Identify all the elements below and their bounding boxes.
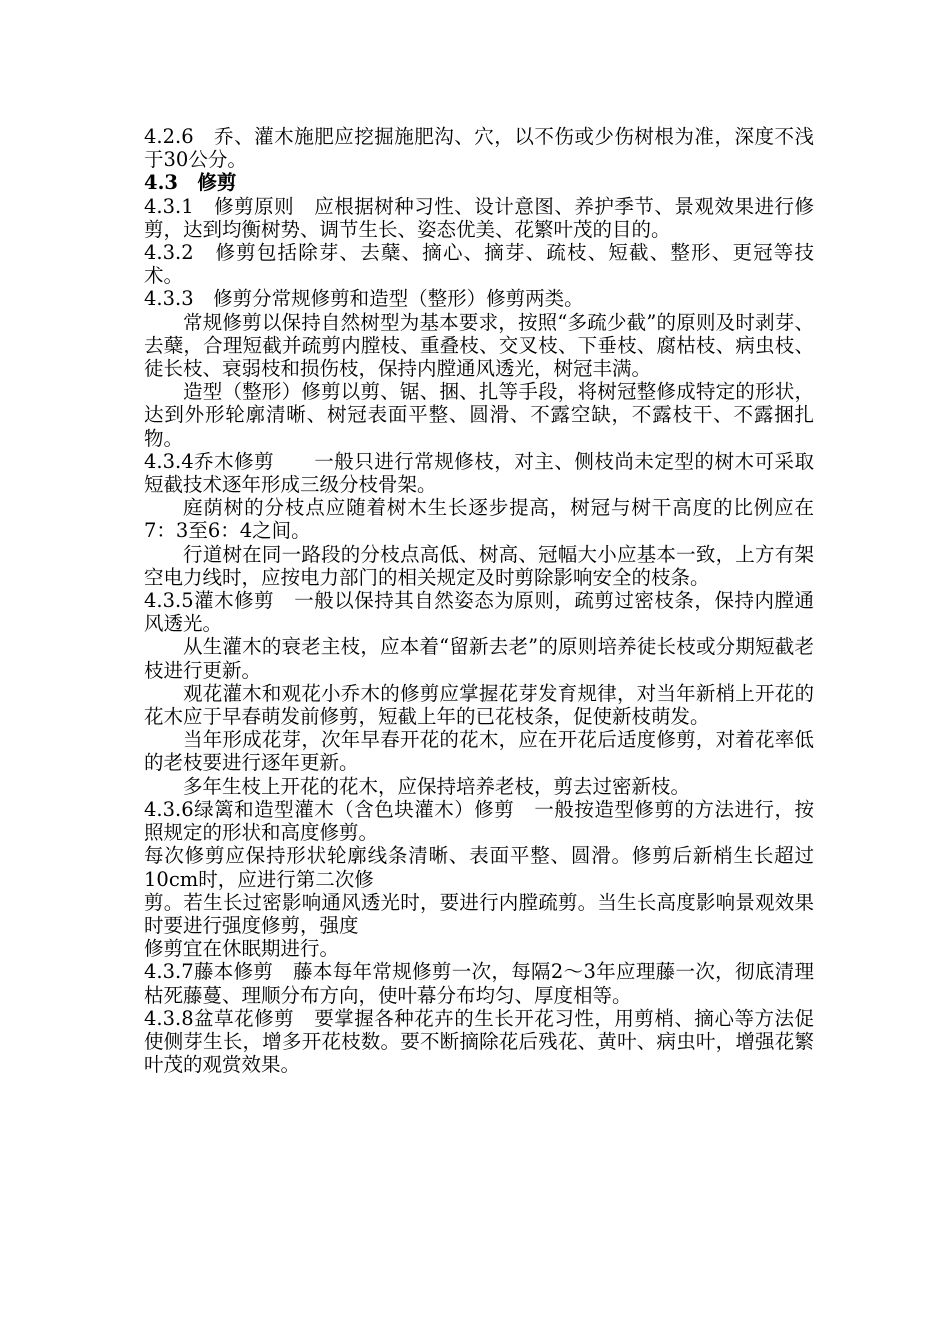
paragraph-flowering-shrub: 观花灌木和观花小乔木的修剪应掌握花芽发育规律，对当年新梢上开花的花木应于早春萌发前修剪，短截上年的已花枝条，促使新枝萌发。 — [144, 681, 814, 729]
paragraph-regular-pruning: 常规修剪以保持自然树型为基本要求，按照“多疏少截”的原则及时剥芽、去蘖，合理短截并疏剪内膛枝、重叠枝、交叉枝、下垂枝、腐枯枝、病虫枝、徒长枝、衰弱枝和损伤枝，保持内膛通风透光，树冠丰满。 — [144, 310, 814, 381]
paragraph-hedge-line-1: 每次修剪应保持形状轮廓线条清晰、表面平整、圆滑。修剪后新梢生长超过10cm时，应进行第二次修 — [144, 844, 814, 891]
paragraph-4-3-3: 4.3.3 修剪分常规修剪和造型（整形）修剪两类。 — [144, 287, 584, 311]
paragraph-hedge-line-3: 修剪宜在休眠期进行。 — [144, 937, 340, 961]
paragraph-4-2-6: 4.2.6 乔、灌木施肥应挖掘施肥沟、穴，以不伤或少伤树根为准，深度不浅于30公分。 — [144, 125, 814, 172]
paragraph-shaping-pruning: 造型（整形）修剪以剪、锯、捆、扎等手段，将树冠整修成特定的形状，达到外形轮廓清晰、树冠表面平整、圆滑、不露空缺，不露枝干、不露捆扎物。 — [144, 380, 814, 450]
paragraph-4-3-6: 4.3.6绿篱和造型灌木（含色块灌木）修剪 一般按造型修剪的方法进行，按照规定的形状和高度修剪。 — [144, 797, 814, 845]
paragraph-4-3-7: 4.3.7藤本修剪 藤本每年常规修剪一次，每隔2～3年应理藤一次，彻底清理枯死藤蔓、理顺分布方向，使叶幕分布均匀、厚度相等。 — [144, 960, 814, 1007]
document-body — [144, 125, 814, 1076]
paragraph-4-3-5: 4.3.5灌木修剪 一般以保持其自然姿态为原则，疏剪过密枝条，保持内膛通风透光。 — [144, 589, 814, 636]
paragraph-4-3-8: 4.3.8盆草花修剪 要掌握各种花卉的生长开花习性，用剪梢、摘心等方法促使侧芽生长，增多开花枝数。要不断摘除花后残花、黄叶、病虫叶，增强花繁叶茂的观赏效果。 — [144, 1006, 814, 1077]
paragraph-4-3-2: 4.3.2 修剪包括除芽、去蘖、摘心、摘芽、疏枝、短截、整形、更冠等技术。 — [144, 241, 814, 288]
paragraph-4-3-4: 4.3.4乔木修剪 一般只进行常规修枝，对主、侧枝尚未定型的树木可采取短截技术逐年形成三级分枝骨架。 — [144, 449, 814, 497]
paragraph-perennial-branch: 多年生枝上开花的花木，应保持培养老枝，剪去过密新枝。 — [183, 774, 691, 798]
paragraph-hedge-line-2: 剪。若生长过密影响通风透光时，要进行内膛疏剪。当生长高度影响景观效果时要进行强度修剪，强度 — [144, 890, 814, 937]
paragraph-shade-tree: 庭荫树的分枝点应随着树木生长逐步提高，树冠与树干高度的比例应在7：3至6：4之间。 — [144, 496, 814, 543]
paragraph-4-3-1: 4.3.1 修剪原则 应根据树种习性、设计意图、养护季节、景观效果进行修剪，达到均衡树势、调节生长、姿态优美、花繁叶茂的目的。 — [144, 194, 814, 241]
section-heading-4-3: 4.3 修剪 — [144, 171, 237, 195]
paragraph-spring-flowering: 当年形成花芽，次年早春开花的花木，应在开花后适度修剪，对着花率低的老枝要进行逐年更新。 — [144, 728, 814, 775]
paragraph-street-tree: 行道树在同一路段的分枝点高低、树高、冠幅大小应基本一致，上方有架空电力线时，应按电力部门的相关规定及时剪除影响安全的枝条。 — [144, 542, 814, 589]
paragraph-clump-shrub: 从生灌木的衰老主枝，应本着“留新去老”的原则培养徒长枝或分期短截老枝进行更新。 — [144, 635, 814, 682]
